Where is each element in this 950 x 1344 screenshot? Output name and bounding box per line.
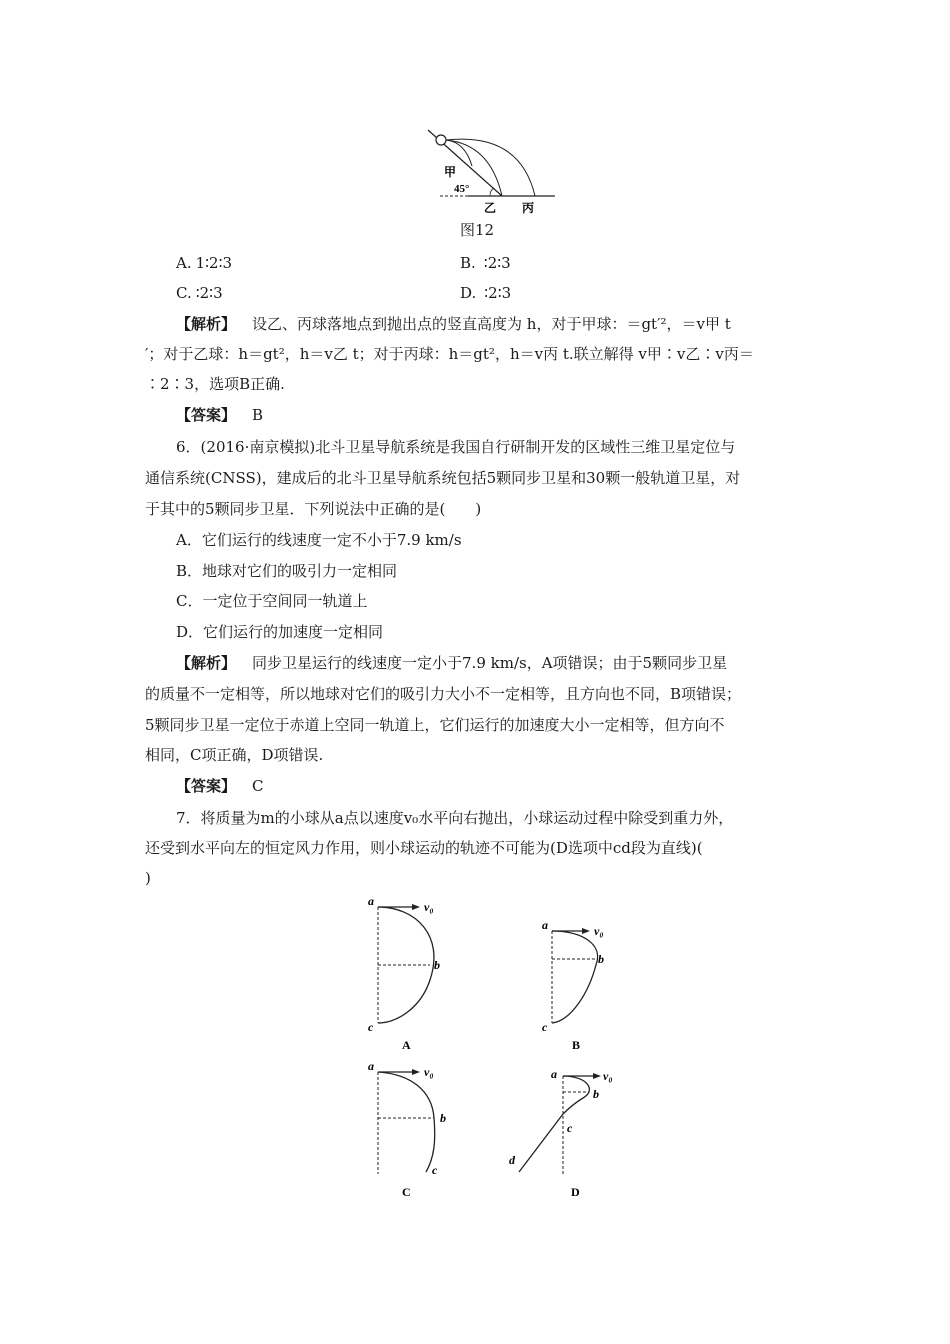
- figure-12: [410, 122, 560, 217]
- q5-analysis-line-3: ∶2∶3，选项B正确.: [145, 375, 285, 393]
- option-text: ∶2∶3: [484, 284, 512, 302]
- q5-answer: [176, 405, 263, 425]
- velocity-label: v₀: [424, 900, 434, 914]
- option-text: 1∶2∶3: [195, 254, 233, 272]
- option-text: ∶2∶3: [195, 284, 223, 302]
- option-label: A: [402, 1038, 411, 1052]
- answer-tag: 【答案】: [176, 406, 237, 424]
- trajectory-jia: [446, 140, 472, 166]
- velocity-label: v₀: [424, 1065, 434, 1079]
- q6-option-c: C．一定位于空间同一轨道上: [176, 592, 368, 610]
- q6-analysis-line-1: [176, 653, 727, 673]
- arrowhead-icon: [412, 1069, 420, 1075]
- q6-answer: [176, 776, 264, 796]
- option-letter: B.: [460, 254, 476, 272]
- arrowhead-icon: [582, 928, 590, 934]
- point-a-label: a: [551, 1067, 557, 1081]
- point-c-label: c: [542, 1020, 548, 1034]
- angle-arc: [490, 188, 494, 196]
- point-b-label: b: [434, 958, 440, 972]
- q6-stem-line-3: 于其中的5颗同步卫星．下列说法中正确的是( ): [145, 500, 482, 518]
- point-b-label: b: [593, 1087, 599, 1101]
- q7-stem-line-3: ): [145, 869, 151, 887]
- arrowhead-icon: [412, 904, 420, 910]
- q5-option-c: [176, 283, 223, 303]
- point-c-label: c: [368, 1020, 374, 1034]
- trajectory: [552, 931, 598, 1023]
- point-c-label: c: [567, 1121, 573, 1135]
- q7-figure-d: [505, 1064, 635, 1207]
- q7-figure-c: [360, 1062, 490, 1207]
- q6-analysis-line-2: 的质量不一定相等，所以地球对它们的吸引力大小不一定相等，且方向也不同，B项错误；: [145, 685, 742, 703]
- point-a-label: a: [368, 895, 374, 908]
- q5-analysis-line-2: ′；对于乙球：h＝gt²，h＝v乙 t；对于丙球：h＝gt²，h＝v丙 t.联立解得 v甲∶v乙∶v丙＝: [145, 345, 754, 363]
- label-yi: 乙: [484, 201, 497, 215]
- trajectory: [378, 1072, 435, 1172]
- velocity-label: v₀: [603, 1069, 613, 1083]
- q6-option-b: B．地球对它们的吸引力一定相同: [176, 562, 398, 580]
- q6-analysis-line-3: 5颗同步卫星一定位于赤道上空同一轨道上，它们运行的加速度大小一定相等，但方向不: [145, 716, 725, 734]
- ball: [436, 135, 446, 145]
- option-letter: A.: [176, 254, 192, 272]
- analysis-tag: 【解析】: [176, 654, 237, 672]
- q6-stem-line-2: 通信系统(CNSS)，建成后的北斗卫星导航系统包括5颗同步卫星和30颗一般轨道卫星，对: [145, 469, 741, 487]
- point-b-label: b: [440, 1111, 446, 1125]
- trajectory: [563, 1076, 589, 1114]
- q7-figure-a: [360, 895, 490, 1060]
- point-a-label: a: [368, 1062, 374, 1073]
- figure-caption: 图12: [460, 221, 495, 239]
- point-a-label: a: [542, 918, 548, 932]
- velocity-label: v₀: [594, 924, 604, 938]
- option-text: ∶2∶3: [483, 254, 511, 272]
- option-letter: D.: [460, 284, 477, 302]
- arrowhead-icon: [593, 1073, 601, 1079]
- q7-stem-line-2: 还受到水平向左的恒定风力作用，则小球运动的轨迹不可能为(D选项中cd段为直线)(: [145, 839, 703, 857]
- analysis-text: 设乙、丙球落地点到抛出点的竖直高度为 h，对于甲球：＝gt′²，＝v甲 t: [252, 315, 731, 333]
- point-b-label: b: [598, 952, 604, 966]
- q7-stem-line-1: 7．将质量为m的小球从a点以速度v₀水平向右抛出，小球运动过程中除受到重力外，: [176, 809, 734, 827]
- q5-analysis-line-1: [176, 314, 731, 334]
- label-bing: 丙: [522, 201, 535, 215]
- analysis-text: 同步卫星运行的线速度一定小于7.9 km/s，A项错误；由于5颗同步卫星: [252, 654, 728, 672]
- answer-tag: 【答案】: [176, 777, 237, 795]
- label-jia: 甲: [444, 165, 457, 179]
- option-label: C: [402, 1185, 411, 1199]
- q6-stem-line-1: 6．(2016·南京模拟)北斗卫星导航系统是我国自行研制开发的区域性三维卫星定位与: [176, 438, 736, 456]
- option-label: B: [572, 1038, 581, 1052]
- q6-option-a: A．它们运行的线速度一定不小于7.9 km/s: [176, 531, 462, 549]
- q5-option-a: [176, 253, 232, 273]
- answer-value: B: [252, 406, 264, 424]
- straight-segment-cd: [519, 1114, 563, 1172]
- q6-option-d: D．它们运行的加速度一定相同: [176, 623, 384, 641]
- analysis-tag: 【解析】: [176, 315, 237, 333]
- q5-option-d: [460, 283, 511, 303]
- option-label: D: [571, 1185, 580, 1199]
- option-letter: C.: [176, 284, 192, 302]
- q6-analysis-line-4: 相同，C项正确，D项错误.: [145, 746, 324, 764]
- q5-option-b: [460, 253, 511, 273]
- point-d-label: d: [509, 1153, 515, 1167]
- label-angle: 45°: [454, 183, 470, 195]
- point-c-label: c: [432, 1163, 438, 1177]
- answer-value: C: [252, 777, 264, 795]
- q7-figure-b: [532, 915, 632, 1060]
